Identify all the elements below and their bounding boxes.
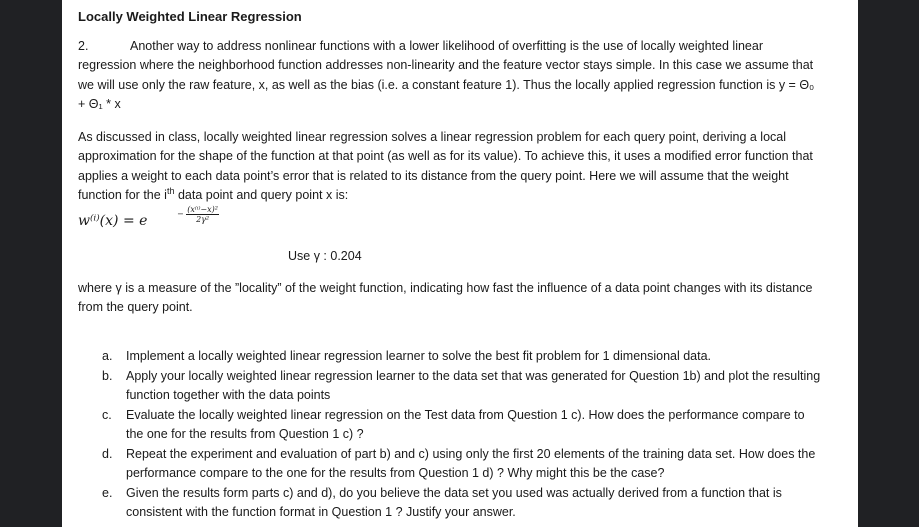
- question-text: Another way to address nonlinear functions with a lower likelihood of overfitting is the use of locally weighted linear regression where the neighborhood function addresses non-linearity and the feature vector stays simple. In this case we assume that we will use only the raw feature, x, as well as the bias (i.e. a constant feature 1). Thus the locally applied regression function is y = Θ₀ + Θ₁ * x: [78, 39, 815, 112]
- list-marker: a.: [102, 349, 113, 363]
- explanation-paragraph: [78, 128, 818, 206]
- list-item-text: Evaluate the locally weighted linear regression on the Test data from Question 1 c). How does the performance compare to the one for the results from Question 1 c) ?: [126, 407, 805, 441]
- list-item: [102, 484, 822, 523]
- list-item: [102, 406, 822, 445]
- exponent-fraction: [186, 205, 219, 224]
- gamma-description: where γ is a measure of the ”locality” of the weight function, indicating how fast the influence of a data point changes with its distance from the query point.: [78, 281, 813, 315]
- list-item: [102, 445, 822, 484]
- gamma-value: Use γ : 0.204: [288, 249, 362, 263]
- explanation-text: As discussed in class, locally weighted linear regression solves a linear regression problem for each query point, deriving a local approximation for the shape of the function at that point (as well as for its value). To achieve this, it uses a modified error function that applies a weight to each data point’s error that is related to its distance from the query point. Here we will assume that the weight function for the i: [78, 130, 813, 203]
- list-item-text: Apply your locally weighted linear regression learner to the data set that was generated for Question 1b) and plot the resulting function together with the data points: [126, 368, 821, 402]
- list-item: [102, 367, 822, 406]
- list-marker: d.: [102, 446, 113, 461]
- formula-exponent: [177, 205, 219, 224]
- list-item-text: Given the results form parts c) and d), do you believe the data set you used was actually derived from a function that is consistent with the function format in Question 1 ? Justify your answer.: [126, 485, 782, 519]
- exponent-denominator: 2γ²: [196, 215, 210, 224]
- exponent-minus: −: [177, 209, 184, 219]
- section-title: Locally Weighted Linear Regression: [78, 9, 302, 24]
- ordinal-superscript: th: [166, 186, 175, 197]
- list-item-text: Implement a locally weighted linear regression learner to solve the best fit problem for 1 dimensional data.: [126, 349, 712, 363]
- weight-formula: [78, 205, 218, 229]
- list-marker: b.: [102, 368, 113, 383]
- task-list: [102, 347, 822, 523]
- question-paragraph: [78, 37, 818, 115]
- list-marker: e.: [102, 485, 113, 500]
- document-page: [62, 0, 858, 527]
- exponent-numerator: (x⁽ⁱ⁾−x)²: [187, 205, 218, 214]
- list-item-text: Repeat the experiment and evaluation of part b) and c) using only the first 20 elements of the training data set. How does the performance compare to the one for the results from Question 1 d) ? Why might this be the case?: [126, 446, 816, 480]
- formula-lhs: w⁽ⁱ⁾(x) = e: [78, 213, 148, 229]
- list-item: [102, 347, 822, 367]
- explanation-text-end: data point and query point x is:: [174, 188, 349, 203]
- question-number: 2.: [78, 39, 89, 53]
- list-marker: c.: [102, 407, 112, 422]
